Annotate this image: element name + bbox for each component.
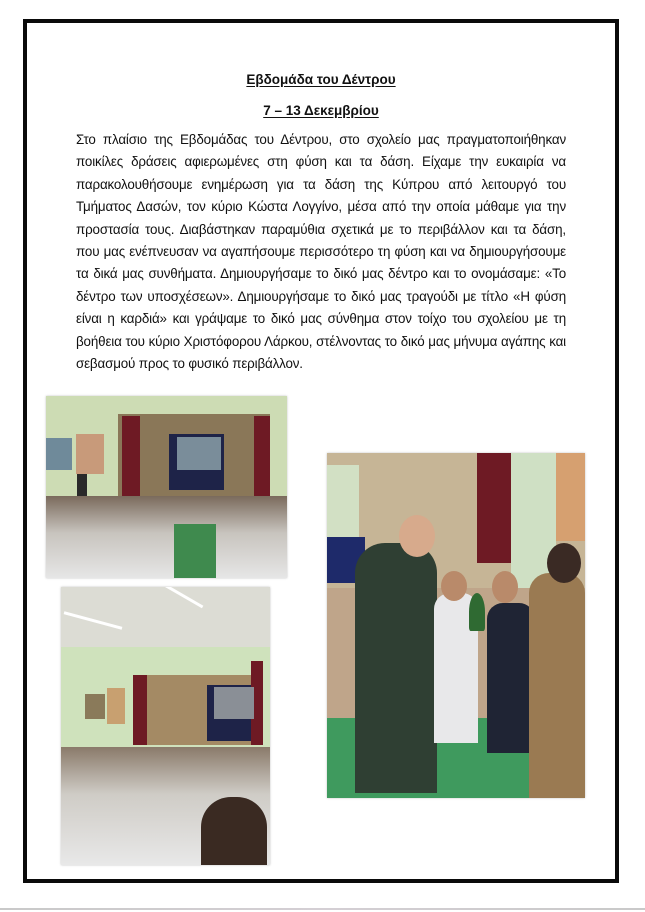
teacher-head xyxy=(547,543,581,583)
document-title: Εβδομάδα του Δέντρου xyxy=(246,72,396,87)
document-subtitle-dates: 7 – 13 Δεκεμβρίου xyxy=(263,103,379,118)
poster xyxy=(85,694,105,719)
photo-forestry-officer-with-students xyxy=(327,453,585,798)
officer xyxy=(355,543,437,793)
officer-head xyxy=(399,515,435,557)
projection-screen xyxy=(177,437,221,470)
aisle-floor xyxy=(174,524,216,578)
curtain-left xyxy=(133,675,147,745)
curtain-red xyxy=(477,453,511,563)
curtain-left xyxy=(122,416,140,496)
poster-left xyxy=(46,438,72,470)
speaker xyxy=(77,474,87,496)
student-navy-head xyxy=(492,571,518,603)
teacher xyxy=(529,573,585,798)
page-bottom-divider xyxy=(0,908,645,910)
photo-hall-presentation-rear xyxy=(61,587,270,865)
audience xyxy=(46,496,287,578)
small-tree-gift xyxy=(469,593,485,631)
document-body-paragraph: Στο πλαίσιο της Εβδομάδας του Δέντρου, στο σχολείο μας πραγματοποιήθηκαν ποικίλες δράσεις αφιερωμένες στη φύση και τα δάση. Είχαμε την ευκαιρία να παρακολουθήσουμε ενημέρωση για τα δάση της Κύπρου από λειτουργό του Τμήματος Δασών, τον κύριο Κώστα Λογγίνο, μέσα από την οποία μάθαμε για την προστασία τους. Διαβάστηκαν παραμύθια σχετικά με το περιβάλλον και τα δάση, που μας ενέπνευσαν να αγαπήσουμε περισσότερο τη φύση και να δημιουργήσουμε τα δικά μας συνθήματα. Δημιουργήσαμε το δικό μας δέντρο και το ονομάσαμε: «Το δέντρο των υποσχέσεων». Δημιουργήσαμε το δικό μας τραγούδι με τίτλο «Η φύση είναι η καρδιά» και γράψαμε το δικό μας σύνθημα στον τοίχο του σχολείου με τη βοήθεια του κύριο Χριστόφορου Λάρκου, στέλνοντας το δικό μας μήνυμα αγάπης και σεβασμού προς το φυσικό περιβάλλον. xyxy=(76,132,566,372)
projection-screen xyxy=(214,687,254,719)
girl-foreground xyxy=(201,797,267,865)
decoration-poster xyxy=(556,453,585,541)
curtain-right xyxy=(254,416,270,496)
photo-hall-presentation-wide xyxy=(46,396,287,578)
poster xyxy=(107,688,125,724)
projection-screen xyxy=(327,465,359,537)
student-navy xyxy=(487,603,535,753)
student-white-head xyxy=(441,571,467,601)
poster-right xyxy=(76,434,104,474)
